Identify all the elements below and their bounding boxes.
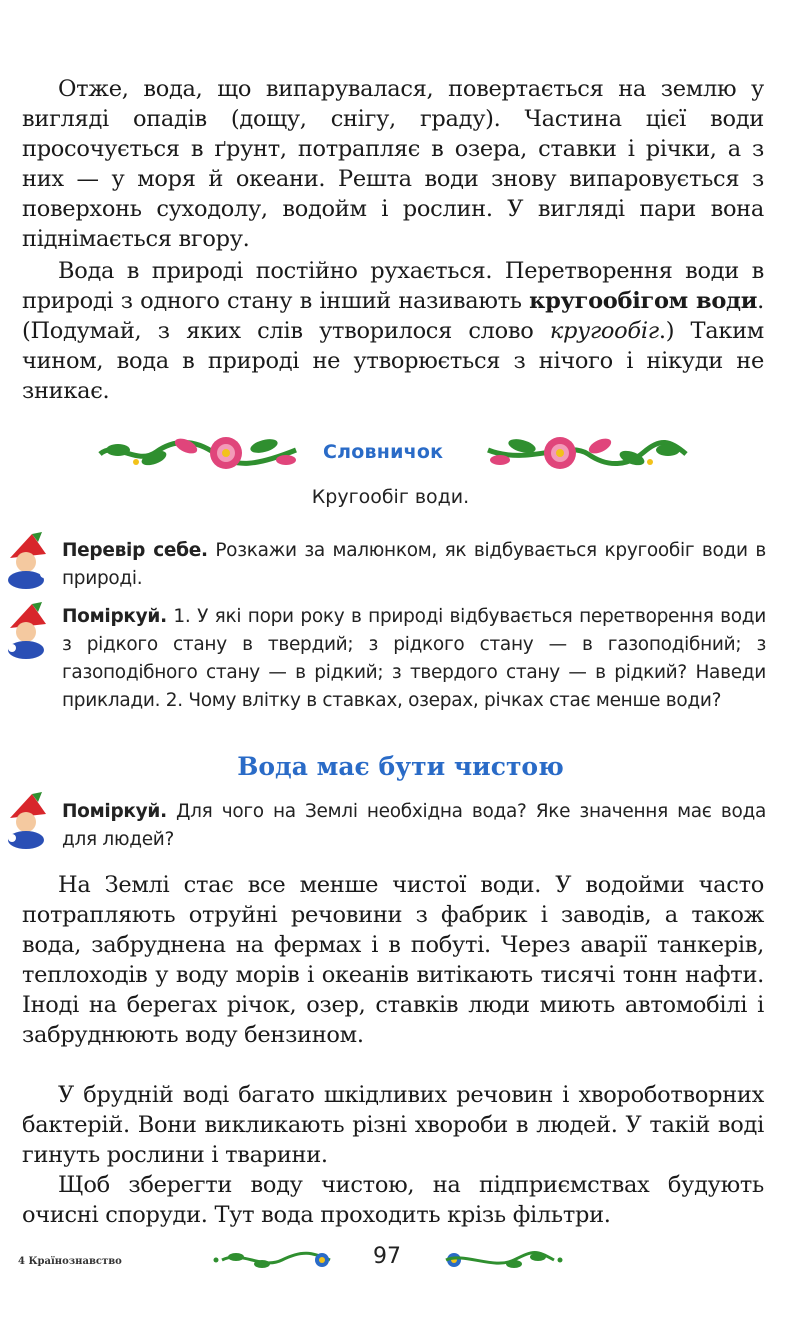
term-water-cycle: кругообігом води <box>529 288 758 314</box>
paragraph-water-cycle: Вода в природі постійно рухається. Перетворення води в природі з одного стану в інший називають кругообігом води. (Подумай, з яких слів утворилося слово кругообіг.) Таким чином, вода в природі не утворюється з нічого і нікуди не зникає. <box>22 258 765 404</box>
footer-left-ornament-icon <box>212 1248 336 1272</box>
gnome-mascot-icon <box>2 790 58 850</box>
gnome-mascot-icon <box>2 530 58 590</box>
glossary-term: Кругообіг води. <box>311 486 470 508</box>
gnome-mascot-icon <box>2 600 58 660</box>
paragraph-evaporation: Отже, вода, що випарувалася, повертається на землю у вигляді опадів (дощу, снігу, граду). Частина цієї води просочується в ґрунт, потрапляє в озера, ставки і річки, а з них — у моря й океани. Решта води знову випаровується з поверхонь суходолу, водойм і рослин. У вигляді пари вона піднімається вгору. <box>22 76 764 252</box>
task-think-2: Поміркуй. Для чого на Землі необхідна вода? Яке значення має вода для людей? <box>62 801 766 850</box>
paragraph-treatment: Щоб зберегти воду чистою, на підприємствах будують очисні споруди. Тут вода проходить крізь фільтри. <box>22 1172 764 1228</box>
task-think-1: Поміркуй. 1. У які пори року в природі відбувається перетворення води з рідкого стану в твердий; з рідкого стану — в газоподібний; з газоподібного стану — в рідкий; з твердого стану — в рідкий? Наведи приклади. 2. Чому влітку в ставках, озерах, річках стає менше води? <box>62 606 766 711</box>
footer-right-ornament-icon <box>440 1248 564 1272</box>
paragraph-dirty-water: У брудній воді багато шкідливих речовин і хвороботворних бактерій. Вони викликають різні хвороби в людей. У такій воді гинуть рослини і тварини. <box>22 1082 764 1168</box>
task-check-yourself: Перевір себе. Розкажи за малюнком, як відбувається кругообіг води в природі. <box>62 540 766 589</box>
glossary-heading: Словничок <box>323 441 444 463</box>
page-number: 97 <box>373 1244 401 1269</box>
book-title-footer: 4 Країнознавство <box>18 1256 122 1267</box>
left-floral-ornament-icon <box>96 432 302 474</box>
right-floral-ornament-icon <box>484 432 690 474</box>
paragraph-pollution: На Землі стає все менше чистої води. У водойми часто потрапляють отруйні речовини з фабрик і заводів, а також вода, забруднена на фермах і в побуті. Через аварії танкерів, теплоходів у воду морів і океанів витікають тисячі тонн нафти. Іноді на берегах річок, озер, ставків люди миють автомобілі і забруднюють воду бензином. <box>22 872 764 1048</box>
section-title: Вода має бути чистою <box>237 752 564 781</box>
term-italic: кругообіг <box>549 318 659 344</box>
